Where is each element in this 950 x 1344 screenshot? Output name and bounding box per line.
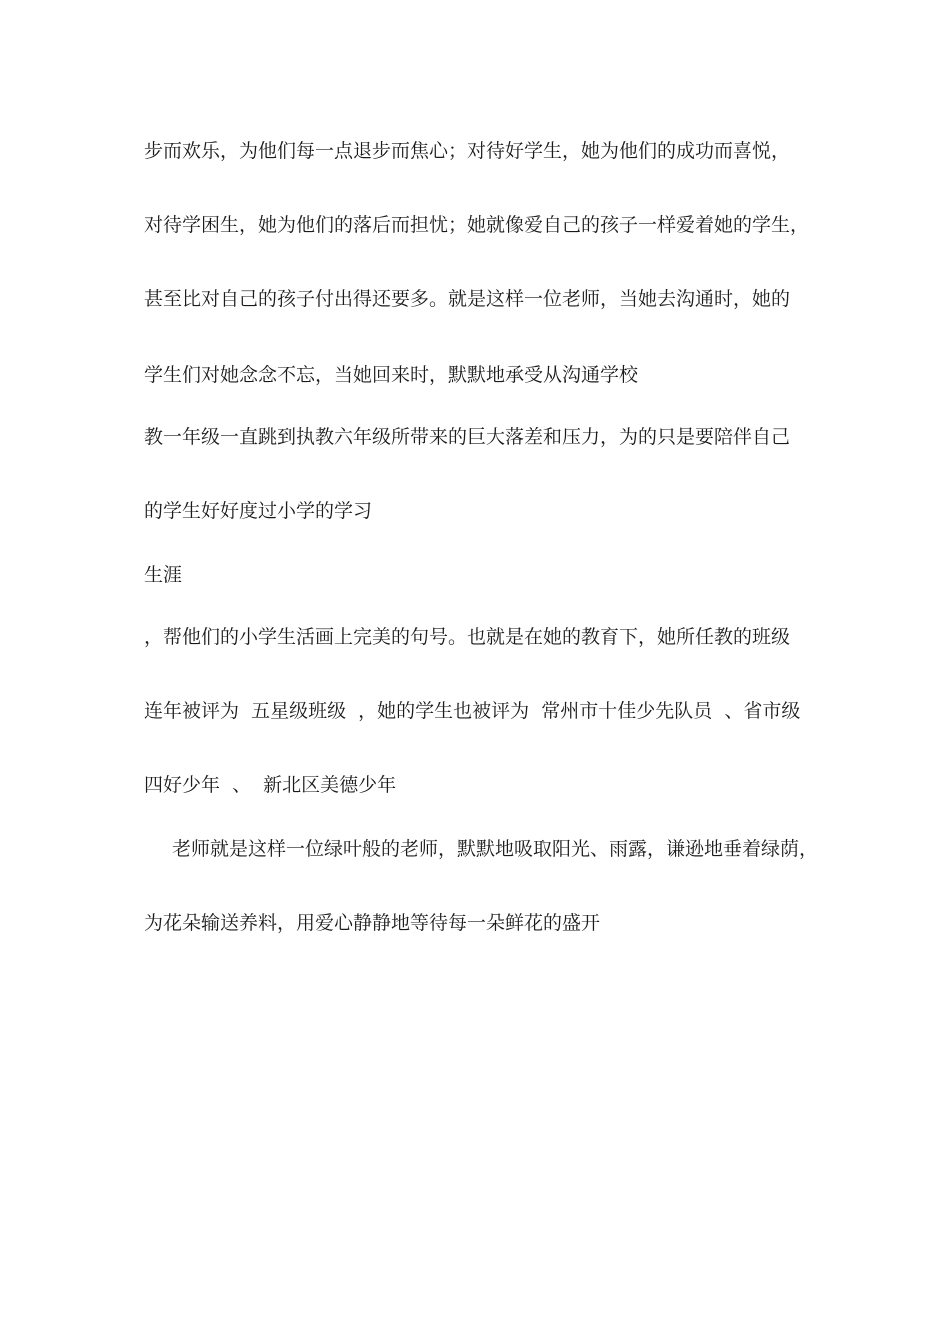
paragraph-line: 的学生好好度过小学的学习 [144, 500, 373, 522]
paragraph-line: 甚至比对自己的孩子付出得还要多。就是这样一位老师，当她去沟通时，她的 [144, 288, 791, 310]
paragraph-line: 生涯 [144, 564, 183, 586]
paragraph-line: 教一年级一直跳到执教六年级所带来的巨大落差和压力，为的只是要陪伴自己 [144, 426, 791, 448]
paragraph-line: 学生们对她念念不忘，当她回来时，默默地承受从沟通学校 [144, 364, 639, 386]
paragraph-line: 四好少年 、 新北区美德少年 [144, 774, 397, 796]
paragraph-first-line: 老师就是这样一位绿叶般的老师，默默地吸取阳光、雨露，谦逊地垂着绿荫， [172, 838, 819, 860]
paragraph-line: 连年被评为 五星级班级 ，她的学生也被评为 常州市十佳少先队员 、省市级 [144, 700, 801, 722]
paragraph-line: 对待学困生，她为他们的落后而担忧；她就像爱自己的孩子一样爱着她的学生， [144, 214, 810, 236]
paragraph-line: ，帮他们的小学生活画上完美的句号。也就是在她的教育下，她所任教的班级 [144, 626, 791, 648]
paragraph-line: 为花朵输送养料，用爱心静静地等待每一朵鲜花的盛开 [144, 912, 601, 934]
paragraph-line: 步而欢乐，为他们每一点退步而焦心；对待好学生，她为他们的成功而喜悦， [144, 140, 791, 162]
